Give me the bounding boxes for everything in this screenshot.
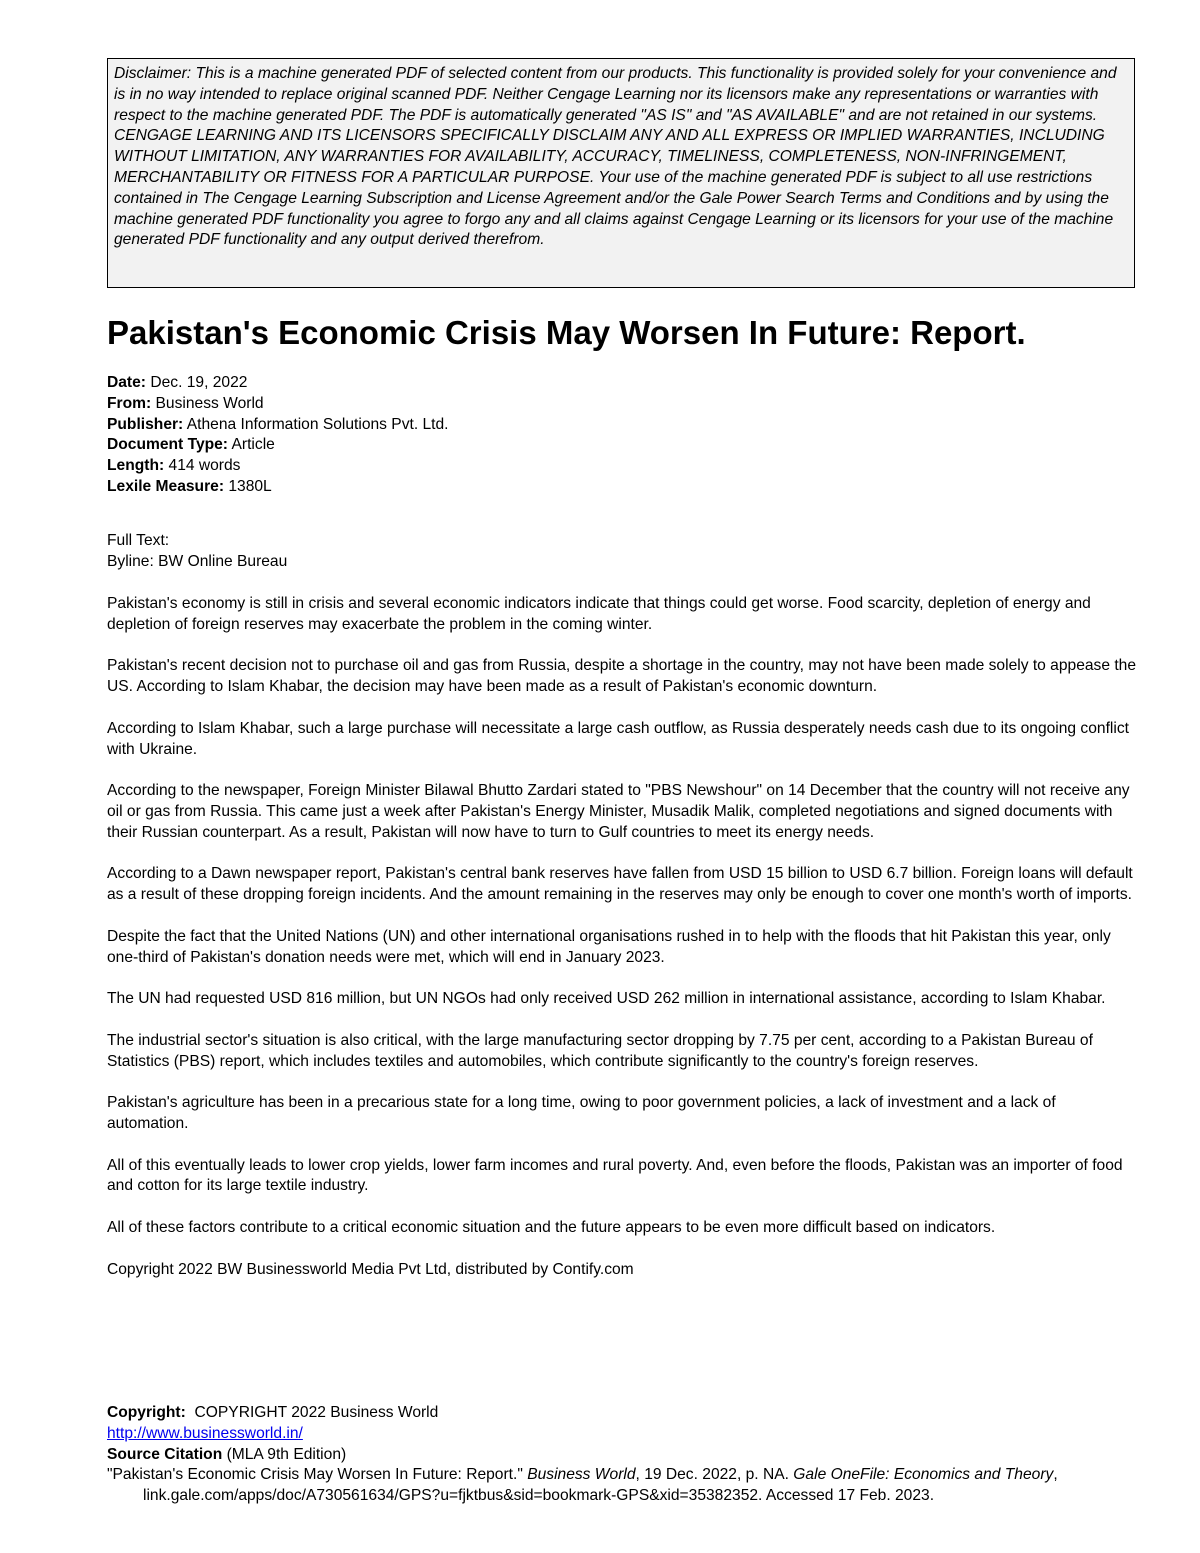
paragraph-copyright-notice: Copyright 2022 BW Businessworld Media Pvt Ltd, distributed by Contify.com <box>107 1260 634 1278</box>
full-text-label: Full Text: <box>107 532 170 549</box>
byline: Byline: BW Online Bureau <box>107 552 288 570</box>
paragraph: According to Islam Khabar, such a large purchase will necessitate a large cash outflow, as Russia desperately needs cash due to its ongoing conflict with Ukraine. <box>107 719 1129 758</box>
meta-publisher: Publisher: Athena Information Solutions Pvt. Ltd. <box>107 415 449 433</box>
copyright-line: Copyright: COPYRIGHT 2022 Business World <box>107 1404 439 1421</box>
paragraph: Pakistan's recent decision not to purchase oil and gas from Russia, despite a shortage in the country, may not have been made solely to appease the US. According to Islam Khabar, the decision may have been made as a result of Pakistan's economic downturn. <box>107 657 1137 696</box>
meta-length: Length: 414 words <box>107 457 241 475</box>
paragraph: According to the newspaper, Foreign Minister Bilawal Bhutto Zardari stated to "PBS Newshour" on 14 December that the country will not receive any oil or gas from Russia. This came just a week after Pakistan's Energy Minister, Musadik Malik, completed negotiations and signed documents with their Russian counterpart. As a result, Pakistan will now have to turn to Gulf countries to meet its energy needs. <box>107 782 1130 841</box>
paragraph: All of this eventually leads to lower crop yields, lower farm incomes and rural poverty. And, even before the floods, Pakistan was an importer of food and cotton for its large textile industry. <box>107 1156 1123 1195</box>
paragraph: The UN had requested USD 816 million, but UN NGOs had only received USD 262 million in international assistance, according to Islam Khabar. <box>107 990 1106 1008</box>
paragraph: Pakistan's economy is still in crisis and several economic indicators indicate that things could get worse. Food scarcity, depletion of energy and depletion of foreign reserves may exacerbate the problem in the coming winter. <box>107 595 1091 633</box>
disclaimer-text: Disclaimer: This is a machine generated PDF of selected content from our products. This functionality is provided solely for your convenience and is in no way intended to replace original scanned PDF. Neither Cengage Learning nor its licensors make any representations or warranties with respect to the machine generated PDF. The PDF is automatically generated "AS IS" and "AS AVAILABLE" and are not retained in our systems. CENGAGE LEARNING AND ITS LICENSORS SPECIFICALLY DISCLAIM ANY AND ALL EXPRESS OR IMPLIED WARRANTIES, INCLUDING WITHOUT LIMITATION, ANY WARRANTIES FOR AVAILABILITY, ACCURACY, TIMELINESS, COMPLETENESS, NON-INFRINGEMENT, MERCHANTABILITY OR FITNESS FOR A PARTICULAR PURPOSE. Your use of the machine generated PDF is subject to all use restrictions contained in The Cengage Learning Subscription and License Agreement and/or the Gale Power Search Terms and Conditions and by using the machine generated PDF functionality you agree to forgo any and all claims against Cengage Learning or its licensors for your use of the machine generated PDF functionality and any output derived therefrom. <box>114 65 1117 249</box>
meta-from: From: Business World <box>107 394 264 412</box>
meta-lexile: Lexile Measure: 1380L <box>107 477 272 495</box>
article-title: Pakistan's Economic Crisis May Worsen In Future: Report. <box>107 314 1026 351</box>
disclaimer-box <box>107 58 1135 288</box>
source-link[interactable]: http://www.businessworld.in/ <box>107 1424 303 1442</box>
article-metadata <box>107 373 449 498</box>
citation-text: "Pakistan's Economic Crisis May Worsen In Future: Report." Business World, 19 Dec. 2022, p. NA. Gale OneFile: Economics and Theory, link.gale.com/apps/doc/A730561634/GPS?u=fjktbus&sid=bookmark-GPS&xid=35382352. Accessed 17 Feb. 2023. <box>107 1466 1058 1505</box>
meta-document-type: Document Type: Article <box>107 436 275 454</box>
paragraph: Despite the fact that the United Nations (UN) and other international organisations rushed in to help with the floods that hit Pakistan this year, only one-third of Pakistan's donation needs were met, which will end in January 2023. <box>107 927 1111 966</box>
paragraph: According to a Dawn newspaper report, Pakistan's central bank reserves have fallen from USD 15 billion to USD 6.7 billion. Foreign loans will default as a result of these dropping foreign incidents. And the amount remaining in the reserves may only be enough to cover one month's worth of imports. <box>107 865 1133 904</box>
citation-footer <box>107 1403 1137 1507</box>
paragraph: The industrial sector's situation is also critical, with the large manufacturing sector dropping by 7.75 per cent, according to a Pakistan Bureau of Statistics (PBS) report, which includes textiles and automobiles, which contribute significantly to the country's foreign reserves. <box>107 1031 1093 1070</box>
meta-date: Date: Dec. 19, 2022 <box>107 374 248 391</box>
source-citation-heading: Source Citation (MLA 9th Edition) <box>107 1445 347 1463</box>
full-text-header <box>107 531 287 573</box>
paragraph: Pakistan's agriculture has been in a precarious state for a long time, owing to poor government policies, a lack of investment and a lack of automation. <box>107 1094 1056 1132</box>
paragraph: All of these factors contribute to a critical economic situation and the future appears to be even more difficult based on indicators. <box>107 1218 996 1236</box>
article-body <box>107 594 1137 1301</box>
